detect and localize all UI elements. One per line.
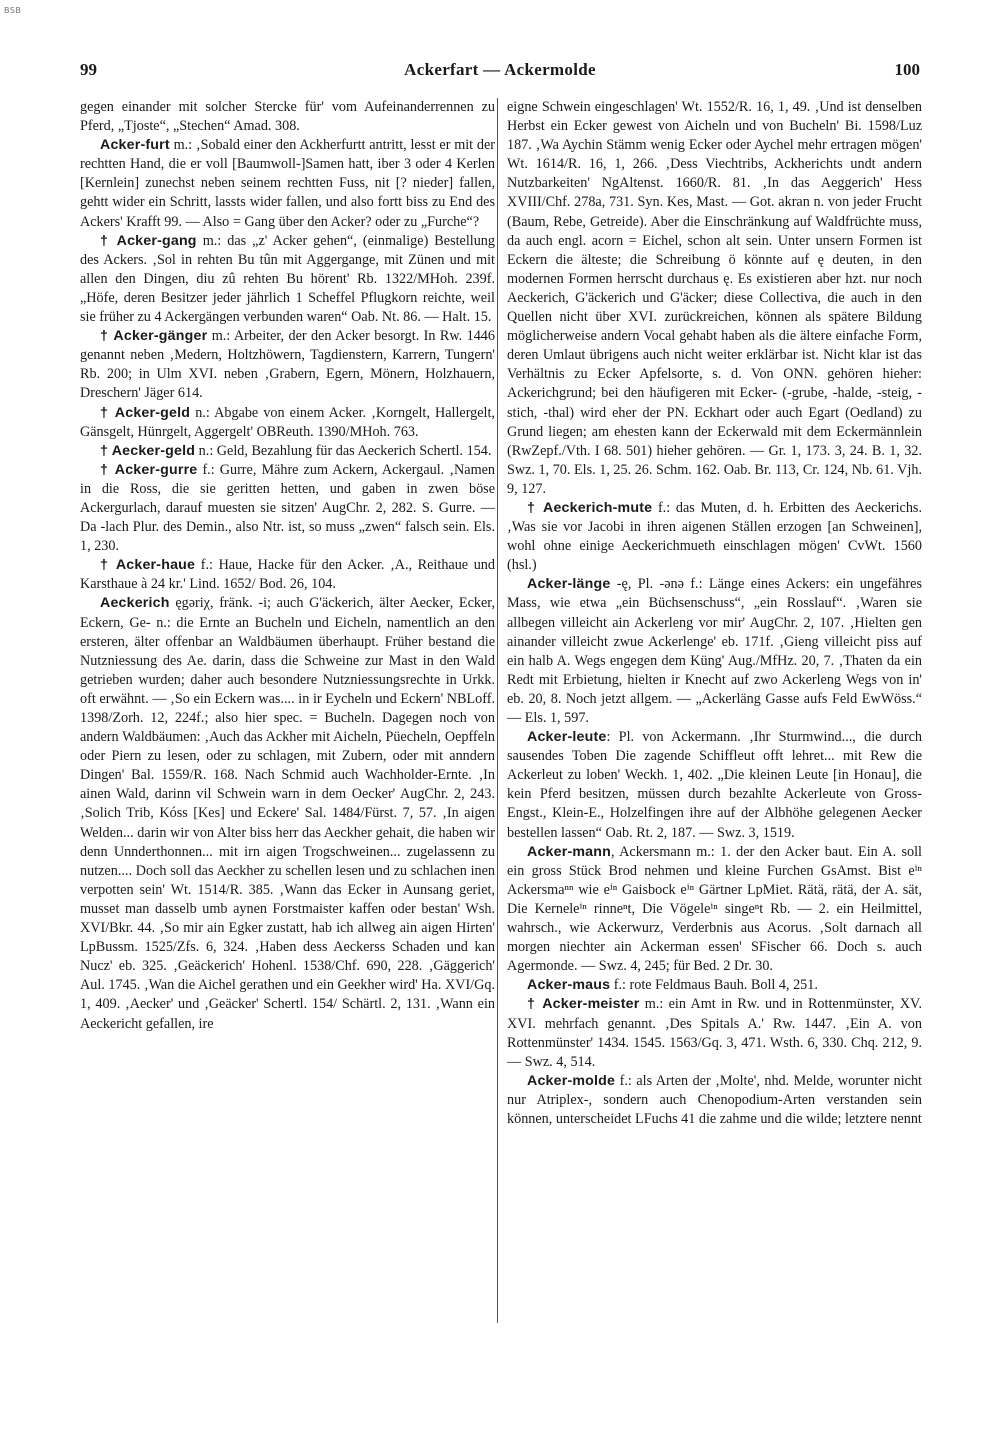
page-number-left: 99 (80, 60, 97, 79)
entry-text: gegen einander mit solcher Stercke für' vom Aufeinanderrennen zu Pferd, „Tjoste“, „Stechen“ Amad. 308. (80, 99, 495, 135)
entry-text: f.: Haue, Hacke für den Acker. ‚A., Reithaue und Karsthaue à 24 kr.' Lind. 1652/ Bod. 26, 104. (80, 557, 495, 593)
dictionary-entry (80, 594, 495, 1033)
dictionary-entry (80, 98, 495, 136)
dictionary-entry (507, 995, 922, 1071)
entry-text: m.: ‚Sobald einer den Ackherfurtt antritt, lesst er mit der rechtten Hand, die er voll [Baumwoll-]Samen hatt, iber 3 oder 4 Kerlen [Kernlein] zunechst neben seinem rechtten Fuss, nit [? nieder] fallen, gehtt wider ein Schritt, lassts wider fallen, und also fortt biss zu End des Ackers' Krafft 99. — Also = Gang über den Acker? oder zu „Furche“? (80, 137, 495, 230)
entry-text: m.: Arbeiter, der den Acker besorgt. In Rw. 1446 genannt neben ‚Medern, Holtzhöwern, Tagdienstern, Karrern, Tungern' Rb. 200; in Ulm XVI. neben ‚Grabern, Egern, Mönern, Holzhauern, Dreschern' Jäger 614. (80, 328, 495, 402)
dictionary-entry (507, 1072, 922, 1129)
entry-headword: † Aecker-geld (100, 442, 196, 459)
dictionary-entry (507, 728, 922, 843)
entry-text: f.: rote Feldmaus Bauh. Boll 4, 251. (610, 977, 818, 994)
entry-headword: Acker-mann (527, 843, 612, 860)
page-header (80, 60, 920, 84)
dictionary-entry (80, 442, 495, 461)
page-number-right: 100 (894, 60, 920, 79)
entry-headword: † Acker-geld (100, 404, 191, 421)
entry-text: , Ackersmann m.: 1. der den Acker baut. Ein A. soll ein gross Stück Brod nehmen und kleine Furchen GsAmst. Bist eⁱⁿ Ackersmaⁿⁿ wie eⁱⁿ Gaisbock eⁱⁿ Gärtner LpMiet. Rätä, rätä, der A. sät, Die Kerneleⁱⁿ rinneⁿt, Die Vögeleⁱⁿ singeⁿt Rb. — 2. ein Heilmittel, wahrsch., wie Ackerwurz, Verderbnis aus Acorus. ‚Solt darnach all morgen niechter ain Ackerman essen' SFischer 66. Doch s. auch Agermonde. — Swz. 4, 245; für Bed. 2 Dr. 30. (507, 843, 922, 975)
library-stamp: BSB (4, 6, 22, 15)
dictionary-entry (507, 575, 922, 728)
dictionary-entry (507, 843, 922, 977)
entry-text: m.: ein Amt in Rw. und in Rottenmünster, XV. XVI. mehrfach genannt. ‚Des Spitals A.' Rw. 1447. ‚Ein A. von Rottenmünster' 1434. 1545. 1563/Gq. 3, 471. Wsth. 6, 330. Chq. 212, 9. — Swz. 4, 514. (507, 996, 922, 1070)
dictionary-entry (507, 976, 922, 995)
running-title: Ackerfart — Ackermolde (404, 60, 596, 79)
entry-text: -ę, Pl. -ənə f.: Länge eines Ackers: ein ungefähres Mass, wie etwa „ein Büchsenschuss“, „ein Rosslauf“. ‚Waren sie allbegen villeicht ain Ackerleng vor mir' AugChr. 2, 107. ‚Hielten gen ainander villeicht zwue Ackerlenge' eb. 171f. ‚Gieng villeicht piss auf ein halb A. Wegs engegen dem Küng' Aug./MfHz. 20, 7. ‚Thaten da ein Redt mit Erbietung, hielten ir Knecht auf zwo Ackerleng Wegs von in' eb. 20, 8. Noch jetzt allgem. — „Ackerläng Gasse aufs Feld EwWöss.“ — Els. 1, 597. (507, 576, 922, 726)
entry-headword: Acker-maus (527, 977, 611, 994)
entry-text: f.: Gurre, Mähre zum Ackern, Ackergaul. ‚Namen in die Ross, die sie geritten hetten, und gaben in zwen böse Ackergurlach, darauf muesten sie sitzen' AugChr. 2, 282. S. Gurre. — Da -lach Plur. des Demin., also Ntr. ist, so muss „zwen“ falsch sein. Els. 1, 230. (80, 461, 495, 555)
entry-headword: Acker-länge (527, 576, 611, 593)
dictionary-entry (80, 327, 495, 403)
entry-headword: † Acker-gurre (100, 461, 198, 478)
entry-text: n.: Geld, Bezahlung für das Aeckerich Schertl. 154. (195, 442, 492, 459)
entry-text: ęgəriχ, fränk. -i; auch G'äckerich, älter Aecker, Ecker, Eckern, Ge- n.: die Ernte an Bucheln und Eicheln, namentlich an den ersteren, älter offenbar an Waldbäumen überhaupt. Früher bestand die Nutzniessung des Ae. darin, dass die Schweine zur Mast in den Wald getrieben wurden; daher auch besondere Nutzniessungsrechte in Urkk. oft erwähnt. — ‚So ein Eckern was.... in ir Eycheln und Eckern' NBLoff. 1398/Zorh. 12, 224f.; also hier spec. = Bucheln. Dagegen noch von andern Waldbäumen: ‚Auch das Ackher mit Aicheln, Püecheln, Oepffeln oder Piern zu lesen, oder zu schlagen, mit Zubern, oder mit anndern Dingen' Bal. 1559/R. 168. Nach Schmid auch Wachholder-Ernte. ‚In ainen Wald, darinn vil Schwein warn in dem Oecker' AugChr. 2, 243. ‚Solich Trib, Kóss [Kes] und Eckere' Sal. 1484/Fürst. 7, 57. ‚In aigen Welden... darin wir von Alter biss herr das Aeckher gehait, die haben wir denn Unnderthonnen... mit irn aigen Trogschweinen... zugelassenn zu nutzen.... Doch soll das Aeckher zu schellen lesen und zu schlachen inen verpotten sein' Wt. 1514/R. 385. ‚Wann das Ecker in Aunsang geriet, musset man dasselb umb aynen Forstmaister kaffen oder bestan' Wsh. XVI/Bkr. 44. ‚So mir ain Egker zustatt, hab ich allweg ain aigen Hirten' LpBussm. 1525/Zfs. 6, 324. ‚Haben dess Aeckerss Schaden und kan Nucz' eb. 325. ‚Geäckerich' Hohenl. 1538/Chf. 690, 228. ‚Gäggerich' Aul. 1745. ‚Wan die Aichel gerathen und ein Geekher wird' Ha. XVI/Gq. 1, 409. ‚Aecker' und ‚Geäcker' Schertl. 154/ Schärtl. 2, 131. ‚Wann ein Aeckericht gefallen, ire (80, 595, 495, 1032)
entry-headword: Acker-leute (527, 729, 607, 746)
entry-text: eigne Schwein eingeschlagen' Wt. 1552/R. 16, 1, 49. ‚Und ist denselben Herbst ein Ecker gewest von Aicheln und von Bucheln' Bi. 1598/Luz 187. ‚Wa Aychin Stämm wenig Ecker oder Aychel mehr ertragen mögen' Wt. 1614/R. 16, 1, 266. ‚Dess Viechtribs, Ackherichts undt andern Nutzbarkeiten' NgAltenst. 1660/R. 81. ‚In das Aeggerich' Hess XVIII/Chf. 278a, 731. Syn. Kes, Mast. — Got. akran n. von jeder Frucht (Baum, Rebe, Getreide). Aber die Einschränkung auf Waldfrüchte muss, da auch engl. acorn = Eichel, schon alt sein. Unter unsern Formen ist Eckern die älteste; die Schreibung ö könnte auf ę deuten, in den modernen Formen herrscht durchaus ę. Es existieren aber hzt. nur noch Aeckerich, G'äckerich und G'äcker; diese Collectiva, die auch in den Quellen nicht über XVI. zurückreichen, können als spätere Bildung möglicherweise andern Vocal gehabt haben als die ältere einfache Form, deren Umlaut übrigens auch nicht weiter erklärbar ist. Nicht klar ist das Verhältnis zu Ecker Apfelsorte, s. d. Von ONN. gehören hieher: Ackerichgrund; bei den häufigeren mit Ecker- (-grube, -halde, -steig, -stich, -thal) wird eher der PN. Eckhart oder auch Egart (Oedland) zu Grund liegen; am ehesten kann der Eckerwald mit dem Eckermännlein (RwZepf./Vth. I 68. 501) hieher gehören. — Gr. 1, 173. 3, 24. B. 1, 32. Swz. 1, 70. Els. 1, 25. 26. Schm. 162. Oab. Br. 113, Cr. 124, Nb. 61. Vjh. 9, 127. (507, 99, 922, 497)
dictionary-entry (80, 232, 495, 327)
entry-text: f.: das Muten, d. h. Erbitten des Aeckerichs. ‚Was sie vor Jacobi in ihren aigenen Ställen erzogen [an Schweinen], wohl ohne einige Aeckerichmueth einschlagen mögen' CvWt. 1560 (hsl.) (507, 499, 922, 574)
entry-headword: † Acker-gang (100, 232, 197, 249)
entry-headword: Acker-furt (100, 137, 170, 154)
dictionary-entry (507, 98, 922, 499)
entry-headword: Aeckerich (100, 595, 170, 612)
dictionary-entry (80, 404, 495, 442)
entry-text: n.: Abgabe von einem Acker. ‚Korngelt, Hallergelt, Gänsgelt, Hünrgelt, Aggergelt' OBReuth. 1390/MHoh. 763. (80, 404, 495, 440)
left-column (80, 98, 495, 1323)
entry-headword: † Acker-meister (527, 996, 640, 1013)
dictionary-entry (80, 556, 495, 594)
entry-text: f.: als Arten der ‚Molte', nhd. Melde, worunter nicht nur Atriplex-, sondern auch Chenopodium-Arten verstanden sein können, unterscheidet LFuchs 41 die zahme und die wilde; letztere nennt (507, 1072, 922, 1127)
entry-text: m.: das „z' Acker gehen“, (einmalige) Bestellung des Ackers. ‚Sol in rehten Bu tûn mit Aggergange, mit Zünen und mit allen den Dingen, diu zû rehten Bu hörent' Rb. 1322/MHoh. 239f. „Höfe, deren Besitzer jeder jährlich 1 Scheffel Pflugkorn reichte, weil sie früher zu 4 Ackergängen verbunden waren“ Oab. Nt. 86. — Halt. 15. (80, 232, 495, 326)
dictionary-entry (80, 136, 495, 231)
dictionary-entry (80, 461, 495, 556)
entry-headword: † Acker-gänger (100, 328, 208, 345)
entry-headword: † Aeckerich-mute (527, 499, 653, 516)
entry-headword: † Acker-haue (100, 557, 196, 574)
right-column (507, 98, 922, 1323)
entry-text: : Pl. von Ackermann. ‚Ihr Sturmwind..., die durch sausendes Toben Die zagende Schiffleut offt lehret... mit Rew die Ackerleut zu loben' Weckh. 1, 402. „Die kleinen Leute [in Honau], die kein Pferd besitzen, müssen durch bezahlte Ackerleute von Gross-Engst., Klein-E., Holzelfingen ihre auf der Albhöhe gelegenen Aecker bestellen lassen“ Oab. Rt. 2, 187. — Swz. 3, 1519. (507, 729, 922, 841)
column-divider (497, 98, 498, 1323)
entry-headword: Acker-molde (527, 1072, 616, 1089)
dictionary-entry (507, 499, 922, 575)
